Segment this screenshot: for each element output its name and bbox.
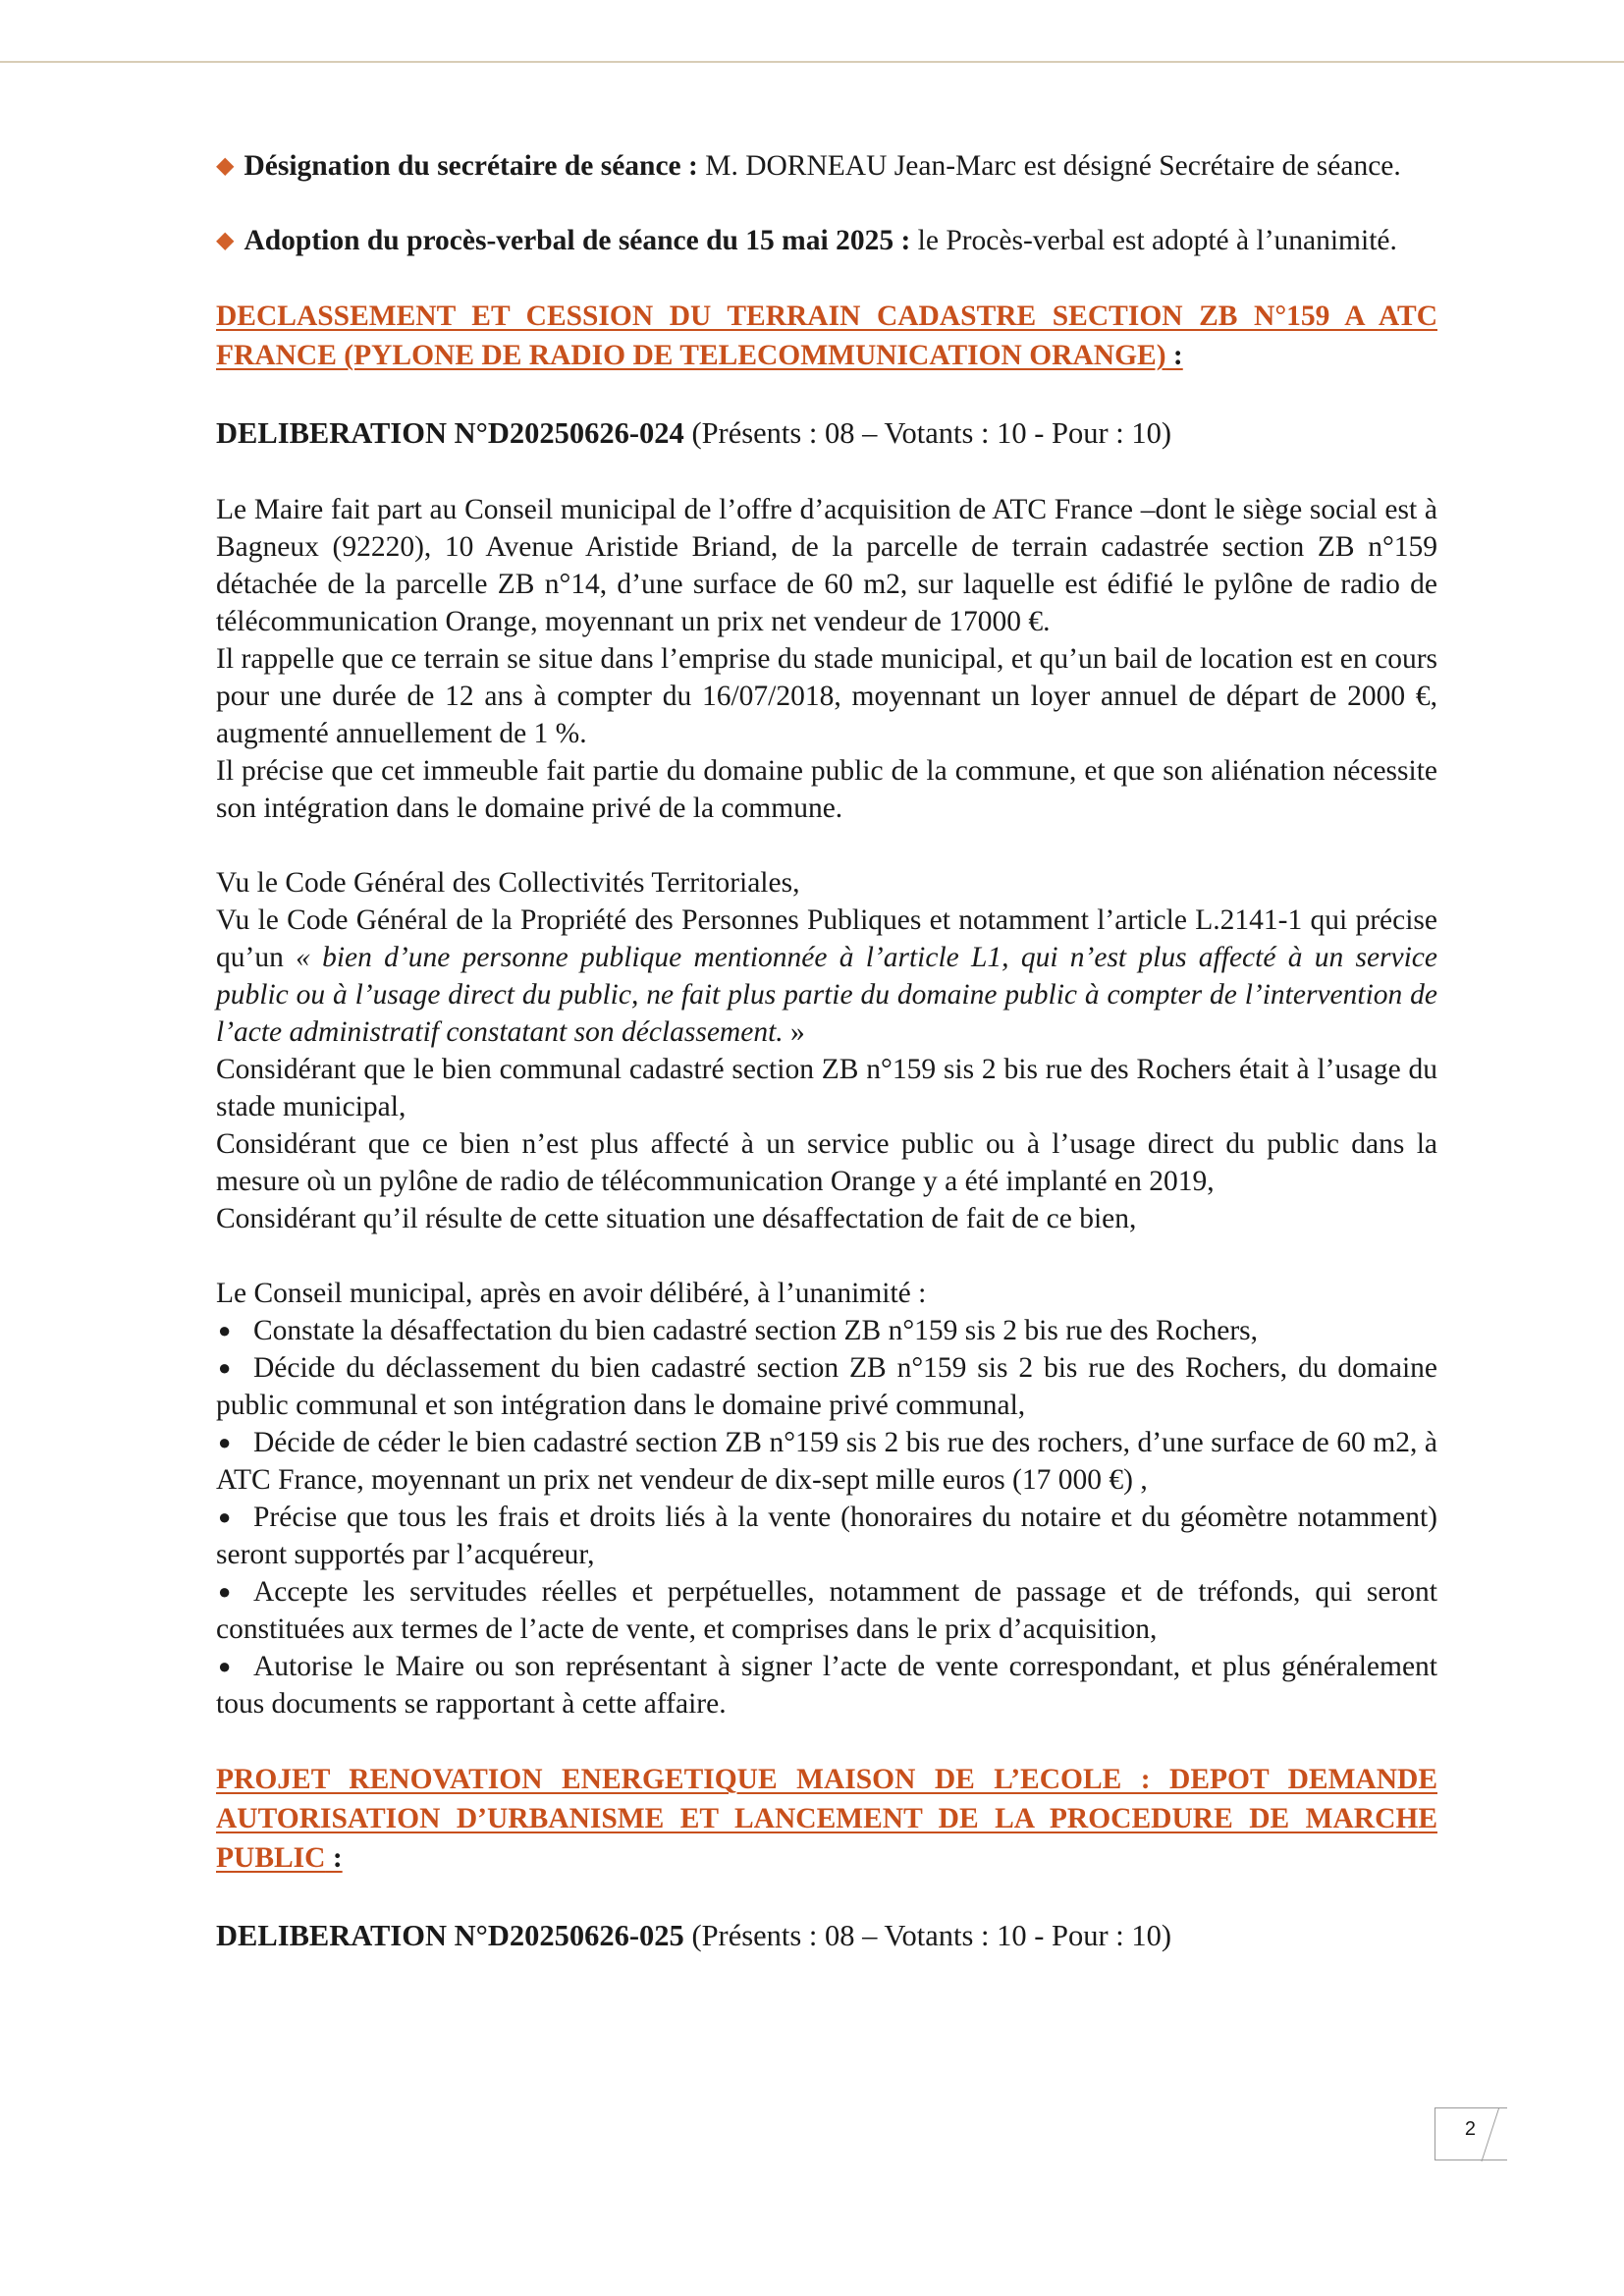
diamond-icon: ◆ (216, 228, 235, 253)
considerant-paragraph: Considérant que ce bien n’est plus affecté à un service public ou à l’usage direct du public dans la mesure où un pylône de radio de télécommunication Orange y a été implanté en 2019, (216, 1128, 1437, 1197)
list-item (216, 1499, 1437, 1573)
body-paragraph: Le Maire fait part au Conseil municipal de l’offre d’acquisition de ATC France –dont le siège social est à Bagneux (92220), 10 Avenue Aristide Briand, de la parcelle de terrain cadastrée section ZB n°159 détachée de la parcelle ZB n°14, d’une surface de 60 m2, sur laquelle est édifié le pylône de radio de télécommunication Orange, moyennant un prix net vendeur de 17000 €. (216, 494, 1437, 637)
decision-text: Constate la désaffectation du bien cadastré section ZB n°159 sis 2 bis rue des Rochers, (253, 1315, 1259, 1346)
section1-heading-text: DECLASSEMENT ET CESSION DU TERRAIN CADASTRE SECTION ZB N°159 A ATC FRANCE (PYLONE DE RADIO DE TELECOMMUNICATION ORANGE) (216, 301, 1437, 371)
deliberation-number: DELIBERATION N°D20250626-025 (216, 1919, 684, 1952)
decision-list (216, 1312, 1437, 1722)
decision-intro: Le Conseil municipal, après en avoir délibéré, à l’unanimité : (216, 1278, 927, 1309)
bullet-icon: ● (218, 1654, 232, 1678)
adoption-text: le Procès-verbal est adopté à l’unanimité. (910, 225, 1397, 256)
diamond-icon: ◆ (216, 153, 235, 179)
quote-close: » (783, 1016, 805, 1048)
body-paragraph: Il précise que cet immeuble fait partie du domaine public de la commune, et que son aliénation nécessite son intégration dans le domaine privé de la commune. (216, 755, 1437, 824)
considerant-paragraph: Considérant que le bien communal cadastré section ZB n°159 sis 2 bis rue des Rochers était à l’usage du stade municipal, (216, 1054, 1437, 1122)
section2-heading-text: PROJET RENOVATION ENERGETIQUE MAISON DE L’ECOLE : DEPOT DEMANDE AUTORISATION D’URBANISME ET LANCEMENT DE LA PROCEDURE DE MARCHE PUBLIC (216, 1764, 1437, 1874)
list-item (216, 1648, 1437, 1722)
vu-cgppp-text: Vu le Code Général de la Propriété des Personnes Publiques et notamment l’article L.2141-1 qui précise qu’un (216, 904, 1437, 973)
bullet-icon: ● (218, 1504, 232, 1529)
page-curl-icon (1481, 2108, 1513, 2161)
secretary-paragraph (216, 147, 1437, 185)
section-heading-declassement (216, 297, 1437, 375)
section1-heading-colon: : (1165, 340, 1183, 371)
page-number-text: 2 (1464, 2118, 1476, 2140)
list-item (216, 1312, 1437, 1349)
decision-text: Autorise le Maire ou son représentant à signer l’acte de vente correspondant, et plus généralement tous documents se rapportant à cette affaire. (216, 1651, 1437, 1720)
deliberation-number: DELIBERATION N°D20250626-024 (216, 416, 684, 450)
deliberation-votes: (Présents : 08 – Votants : 10 - Pour : 10) (683, 416, 1172, 450)
section-heading-renovation (216, 1760, 1437, 1878)
secretary-text: M. DORNEAU Jean-Marc est désigné Secrétaire de séance. (697, 150, 1401, 182)
decision-text: Précise que tous les frais et droits liés à la vente (honoraires du notaire et du géomètre notamment) seront supportés par l’acquéreur, (216, 1502, 1437, 1570)
adoption-paragraph (216, 222, 1437, 259)
deliberation-025 (216, 1917, 1437, 1954)
section2-heading-colon: : (325, 1842, 343, 1874)
decision-text: Accepte les servitudes réelles et perpétuelles, notamment de passage et de tréfonds, qui seront constituées aux termes de l’acte de vente, et comprises dans le prix d’acquisition, (216, 1576, 1437, 1645)
deliberation-votes: (Présents : 08 – Votants : 10 - Pour : 10) (683, 1919, 1172, 1952)
decision-text: Décide du déclassement du bien cadastré section ZB n°159 sis 2 bis rue des Rochers, du domaine public communal et son intégration dans le domaine privé communal, (216, 1352, 1437, 1421)
document-page (216, 147, 1437, 1954)
page-number (1435, 2107, 1507, 2160)
vu-code-cgppp (216, 902, 1437, 1051)
bullet-icon: ● (218, 1318, 232, 1342)
bullet-icon: ● (218, 1430, 232, 1454)
adoption-label: Adoption du procès-verbal de séance du 15 mai 2025 : (244, 225, 911, 256)
body-paragraph: Il rappelle que ce terrain se situe dans l’emprise du stade municipal, et qu’un bail de location est en cours pour une durée de 12 ans à compter du 16/07/2018, moyennant un loyer annuel de départ de 2000 €, augmenté annuellement de 1 %. (216, 643, 1437, 749)
deliberation-024 (216, 414, 1437, 452)
list-item (216, 1573, 1437, 1648)
list-item (216, 1424, 1437, 1499)
bullet-icon: ● (218, 1579, 232, 1604)
considerant-paragraph: Considérant qu’il résulte de cette situation une désaffectation de fait de ce bien, (216, 1203, 1137, 1234)
top-rule (0, 61, 1624, 63)
bullet-icon: ● (218, 1355, 232, 1380)
secretary-label: Désignation du secrétaire de séance : (244, 150, 698, 182)
decision-text: Décide de céder le bien cadastré section ZB n°159 sis 2 bis rue des rochers, d’une surface de 60 m2, à ATC France, moyennant un prix net vendeur de dix-sept mille euros (17 000 €) , (216, 1427, 1437, 1496)
list-item (216, 1349, 1437, 1424)
article-quote: « bien d’une personne publique mentionnée à l’article L1, qui n’est plus affecté à un service public ou à l’usage direct du public, ne fait plus partie du domaine public à compter de l’intervention de l’acte administratif constatant son déclassement. (216, 942, 1437, 1048)
vu-code-cgct: Vu le Code Général des Collectivités Territoriales, (216, 867, 800, 899)
